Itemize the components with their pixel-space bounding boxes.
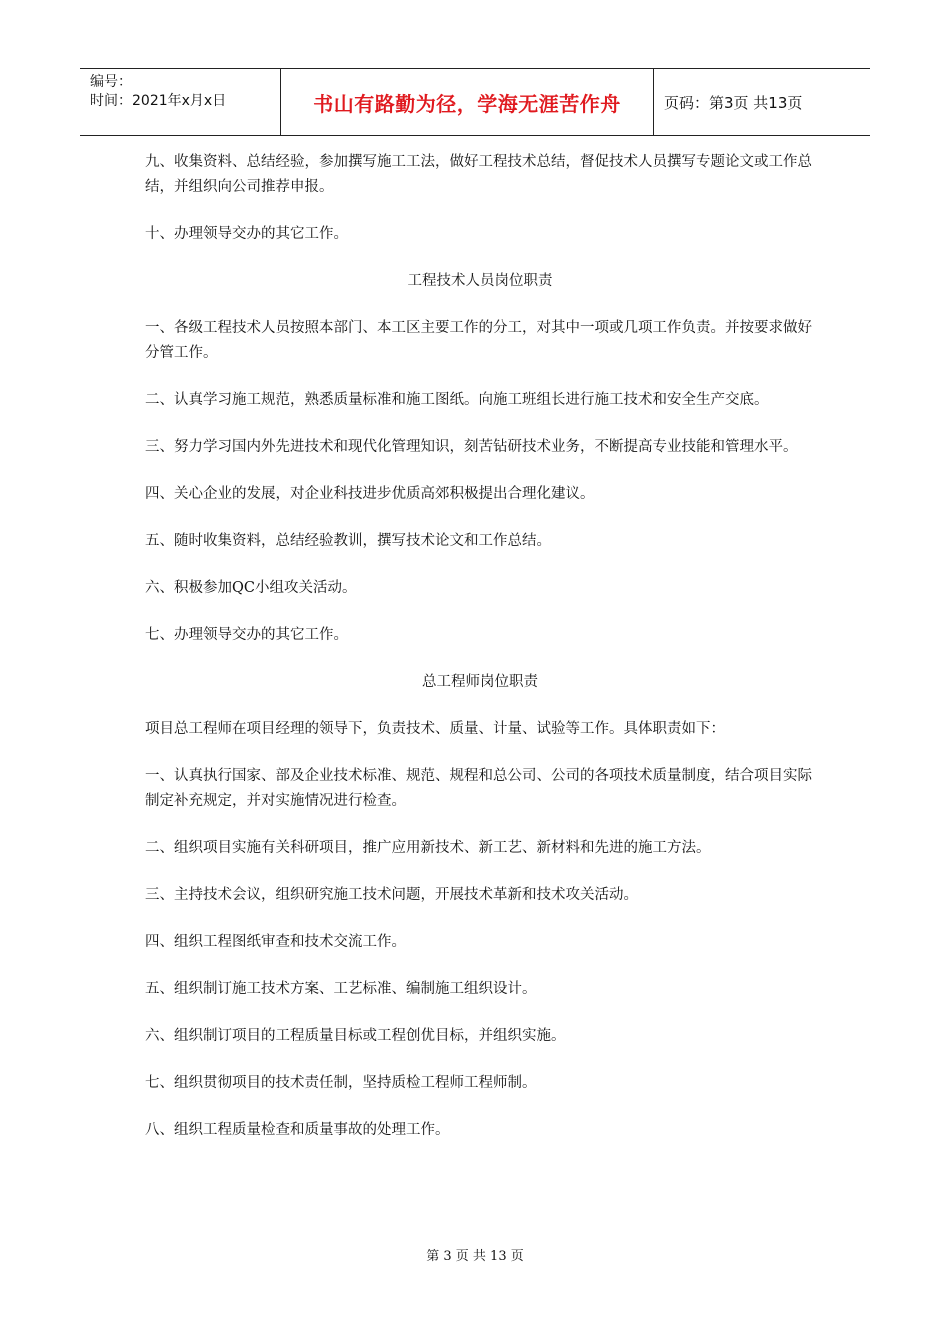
paragraph: 五、组织制订施工技术方案、工艺标准、编制施工组织设计。 [145, 981, 537, 997]
section-title: 工程技术人员岗位职责 [407, 273, 553, 289]
section-title: 总工程师岗位职责 [422, 674, 538, 690]
header-motto-cell [281, 69, 654, 135]
document-body [145, 150, 815, 1165]
header-page-number: 页码：第3页 共13页 [664, 93, 803, 112]
page-header [80, 68, 870, 136]
header-page-cell [654, 69, 870, 135]
header-motto: 书山有路勤为径，学海无涯苦作舟 [313, 91, 621, 116]
paragraph: 一、各级工程技术人员按照本部门、本工区主要工作的分工，对其中一项或几项工作负责。并按要求做好分管工作。 [145, 320, 812, 361]
paragraph: 九、收集资料、总结经验，参加撰写施工工法，做好工程技术总结，督促技术人员撰写专题论文或工作总结，并组织向公司推荐申报。 [145, 154, 812, 195]
paragraph: 项目总工程师在项目经理的领导下，负责技术、质量、计量、试验等工作。具体职责如下： [145, 721, 725, 737]
footer-page-number: 第 3 页 共 13 页 [426, 1249, 524, 1264]
paragraph: 二、组织项目实施有关科研项目，推广应用新技术、新工艺、新材料和先进的施工方法。 [145, 840, 711, 856]
paragraph: 三、主持技术会议，组织研究施工技术问题，开展技术革新和技术攻关活动。 [145, 887, 638, 903]
paragraph: 六、积极参加QC小组攻关活动。 [145, 580, 357, 596]
document-date-label: 时间：2021年x月x日 [90, 93, 227, 109]
paragraph: 六、组织制订项目的工程质量目标或工程创优目标，并组织实施。 [145, 1028, 566, 1044]
paragraph: 五、随时收集资料，总结经验教训，撰写技术论文和工作总结。 [145, 533, 551, 549]
paragraph: 八、组织工程质量检查和质量事故的处理工作。 [145, 1122, 450, 1138]
header-info-cell [80, 69, 281, 135]
document-number-label: 编号： [90, 74, 132, 90]
paragraph: 十、办理领导交办的其它工作。 [145, 226, 348, 242]
paragraph: 七、组织贯彻项目的技术责任制，坚持质检工程师工程师制。 [145, 1075, 537, 1091]
paragraph: 三、努力学习国内外先进技术和现代化管理知识，刻苦钻研技术业务，不断提高专业技能和管理水平。 [145, 439, 798, 455]
page-footer [0, 1245, 950, 1264]
paragraph: 四、关心企业的发展，对企业科技进步优质高郊积极提出合理化建议。 [145, 486, 595, 502]
paragraph: 一、认真执行国家、部及企业技术标准、规范、规程和总公司、公司的各项技术质量制度，结合项目实际制定补充规定，并对实施情况进行检查。 [145, 768, 812, 809]
paragraph: 二、认真学习施工规范，熟悉质量标准和施工图纸。向施工班组长进行施工技术和安全生产交底。 [145, 392, 769, 408]
paragraph: 四、组织工程图纸审查和技术交流工作。 [145, 934, 406, 950]
paragraph: 七、办理领导交办的其它工作。 [145, 627, 348, 643]
